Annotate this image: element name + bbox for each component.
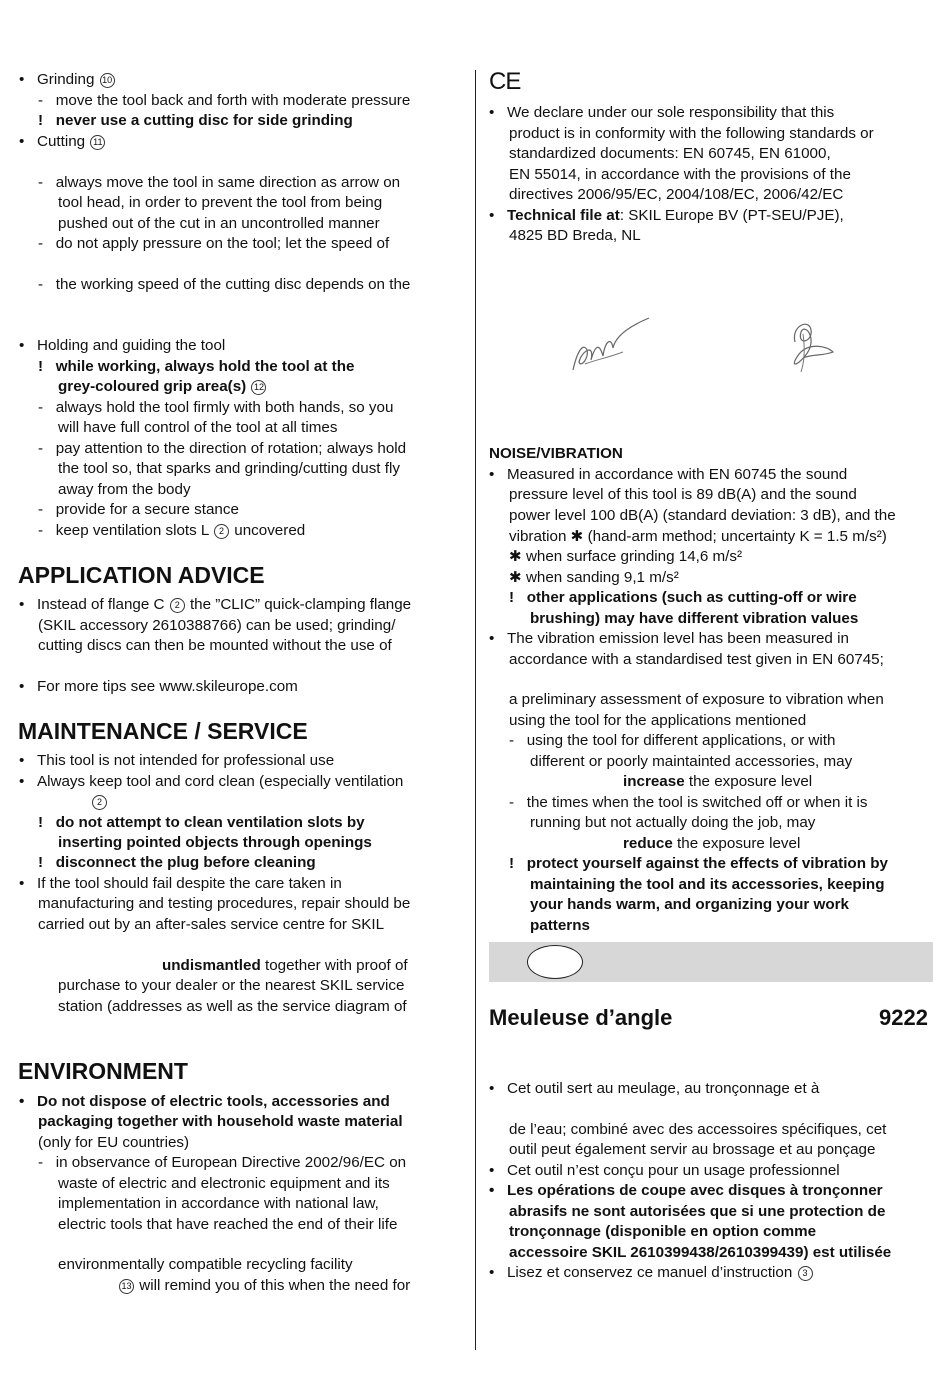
list-item: - do not apply pressure on the tool; let the speed of	[38, 235, 390, 252]
ce-mark-icon: CE	[489, 68, 521, 95]
text-line: using the tool for the applications mentioned	[509, 712, 807, 729]
section-heading-environment: ENVIRONMENT	[18, 1058, 188, 1084]
text-line: de l’eau; combiné avec des accessoires spécifiques, cet	[509, 1121, 887, 1138]
text-line: standardized documents: EN 60745, EN 61000,	[509, 145, 831, 162]
text-line: inserting pointed objects through openings	[58, 834, 372, 851]
list-item: • For more tips see www.skileurope.com	[19, 678, 298, 695]
text-line: running but not actually doing the job, may	[530, 814, 816, 831]
list-item: • Measured in accordance with EN 60745 the sound	[489, 466, 848, 483]
text-line: abrasifs ne sont autorisées que si une protection de	[509, 1203, 886, 1220]
text-line: will have full control of the tool at all times	[58, 419, 338, 436]
text-line: carried out by an after-sales service centre for SKIL	[38, 916, 385, 933]
language-badge	[527, 945, 583, 979]
signature-2-icon	[775, 312, 841, 378]
text-line: undismantled together with proof of	[162, 957, 408, 974]
section-heading-french: Meuleuse d’angle	[489, 1005, 673, 1030]
text-line: ✱ when surface grinding 14,6 m/s²	[509, 548, 743, 565]
text-line: tronçonnage (disponible en option comme	[509, 1223, 817, 1240]
signature-1-icon	[565, 312, 655, 378]
list-item: - in observance of European Directive 2002/96/EC on	[38, 1154, 407, 1171]
list-item: - always move the tool in same direction as arrow on	[38, 174, 401, 191]
column-divider	[475, 70, 476, 1350]
text-line: grey-coloured grip area(s) 12	[58, 377, 267, 397]
text-line: a preliminary assessment of exposure to vibration when	[509, 691, 884, 708]
warning-item: ! while working, always hold the tool at the	[38, 358, 355, 375]
callout-number: 2	[91, 792, 108, 812]
text-line: pressure level of this tool is 89 dB(A) and the sound	[509, 486, 857, 503]
list-item: - the times when the tool is switched off or when it is	[509, 794, 868, 811]
list-item: - using the tool for different applications, or with	[509, 732, 836, 749]
warning-item: ! other applications (such as cutting-off or wire	[509, 589, 857, 606]
section-heading-noise: NOISE/VIBRATION	[489, 445, 623, 462]
list-item: • We declare under our sole responsibility that this	[489, 104, 835, 121]
text-line: patterns	[530, 917, 590, 934]
model-number: 9222	[879, 1005, 928, 1030]
list-item: • The vibration emission level has been measured in	[489, 630, 849, 647]
list-item: • Cutting 11	[19, 132, 106, 152]
warning-item: ! never use a cutting disc for side grinding	[38, 112, 353, 129]
text-line: pushed out of the cut in an uncontrolled manner	[58, 215, 380, 232]
text-line: waste of electric and electronic equipment and its	[58, 1175, 390, 1192]
text-line: EN 55014, in accordance with the provisions of the	[509, 166, 851, 183]
text-line: tool head, in order to prevent the tool from being	[58, 194, 383, 211]
text-line: (only for EU countries)	[38, 1134, 190, 1151]
section-heading-application: APPLICATION ADVICE	[18, 562, 265, 588]
list-item: • Technical file at: SKIL Europe BV (PT-SEU/PJE),	[489, 207, 844, 224]
list-item: • Instead of flange C 2 the ”CLIC” quick-clamping flange	[19, 596, 412, 613]
text-line: electric tools that have reached the end of their life	[58, 1216, 398, 1233]
list-item: - the working speed of the cutting disc depends on the	[38, 276, 411, 293]
text-line: power level 100 dB(A) (standard deviation: 3 dB), and the	[509, 507, 896, 524]
text-line: vibration ✱ (hand-arm method; uncertainty K = 1.5 m/s²)	[509, 528, 887, 545]
text-line: directives 2006/95/EC, 2004/108/EC, 2006/42/EC	[509, 186, 844, 203]
warning-item: ! protect yourself against the effects of vibration by	[509, 855, 888, 872]
text-line: 4825 BD Breda, NL	[509, 227, 641, 244]
text-line: outil peut également servir au brossage et au ponçage	[509, 1141, 876, 1158]
list-item: • Les opérations de coupe avec disques à tronçonner	[489, 1182, 883, 1199]
text-line: the tool so, that sparks and grinding/cutting dust fly	[58, 460, 400, 477]
text-line: 13 will remind you of this when the need for	[118, 1276, 410, 1296]
text-line: packaging together with household waste material	[38, 1113, 403, 1130]
text-line: product is in conformity with the following standards or	[509, 125, 874, 142]
list-item: - move the tool back and forth with moderate pressure	[38, 92, 411, 109]
warning-item: ! disconnect the plug before cleaning	[38, 854, 316, 871]
list-item: - pay attention to the direction of rotation; always hold	[38, 440, 407, 457]
text-line: accessoire SKIL 2610399438/2610399439) est utilisée	[509, 1244, 892, 1261]
text-line: accordance with a standardised test given in EN 60745;	[509, 651, 884, 668]
list-item: • Do not dispose of electric tools, accessories and	[19, 1093, 390, 1110]
text-line: manufacturing and testing procedures, repair should be	[38, 895, 411, 912]
list-item: - always hold the tool firmly with both hands, so you	[38, 399, 394, 416]
list-item: - keep ventilation slots L 2 uncovered	[38, 522, 306, 539]
list-item: • Holding and guiding the tool	[19, 337, 226, 354]
text-line: increase the exposure level	[623, 773, 813, 790]
text-line: ✱ when sanding 9,1 m/s²	[509, 569, 679, 586]
section-heading-maintenance: MAINTENANCE / SERVICE	[18, 718, 308, 744]
list-item: • If the tool should fail despite the care taken in	[19, 875, 342, 892]
warning-item: ! do not attempt to clean ventilation slots by	[38, 814, 365, 831]
list-item: • This tool is not intended for professional use	[19, 752, 335, 769]
text-line: cutting discs can then be mounted without the use of	[38, 637, 392, 654]
text-line: away from the body	[58, 481, 191, 498]
text-line: purchase to your dealer or the nearest SKIL service	[58, 977, 405, 994]
text-line: brushing) may have different vibration values	[530, 610, 859, 627]
list-item: • Grinding 10	[19, 70, 116, 90]
list-item: • Lisez et conservez ce manuel d’instruction 3	[489, 1263, 814, 1283]
text-line: different or poorly maintainted accessories, may	[530, 753, 853, 770]
text-line: station (addresses as well as the service diagram of	[58, 998, 407, 1015]
text-line: implementation in accordance with national law,	[58, 1195, 379, 1212]
text-line: maintaining the tool and its accessories, keeping	[530, 876, 885, 893]
list-item: • Always keep tool and cord clean (especially ventilation	[19, 773, 404, 790]
text-line: (SKIL accessory 2610388766) can be used; grinding/	[38, 617, 396, 634]
text-line: reduce the exposure level	[623, 835, 801, 852]
list-item: - provide for a secure stance	[38, 501, 239, 518]
list-item: • Cet outil sert au meulage, au tronçonnage et à	[489, 1080, 820, 1097]
text-line: your hands warm, and organizing your work	[530, 896, 849, 913]
list-item: • Cet outil n’est conçu pour un usage professionnel	[489, 1162, 840, 1179]
text-line: environmentally compatible recycling facility	[58, 1256, 353, 1273]
